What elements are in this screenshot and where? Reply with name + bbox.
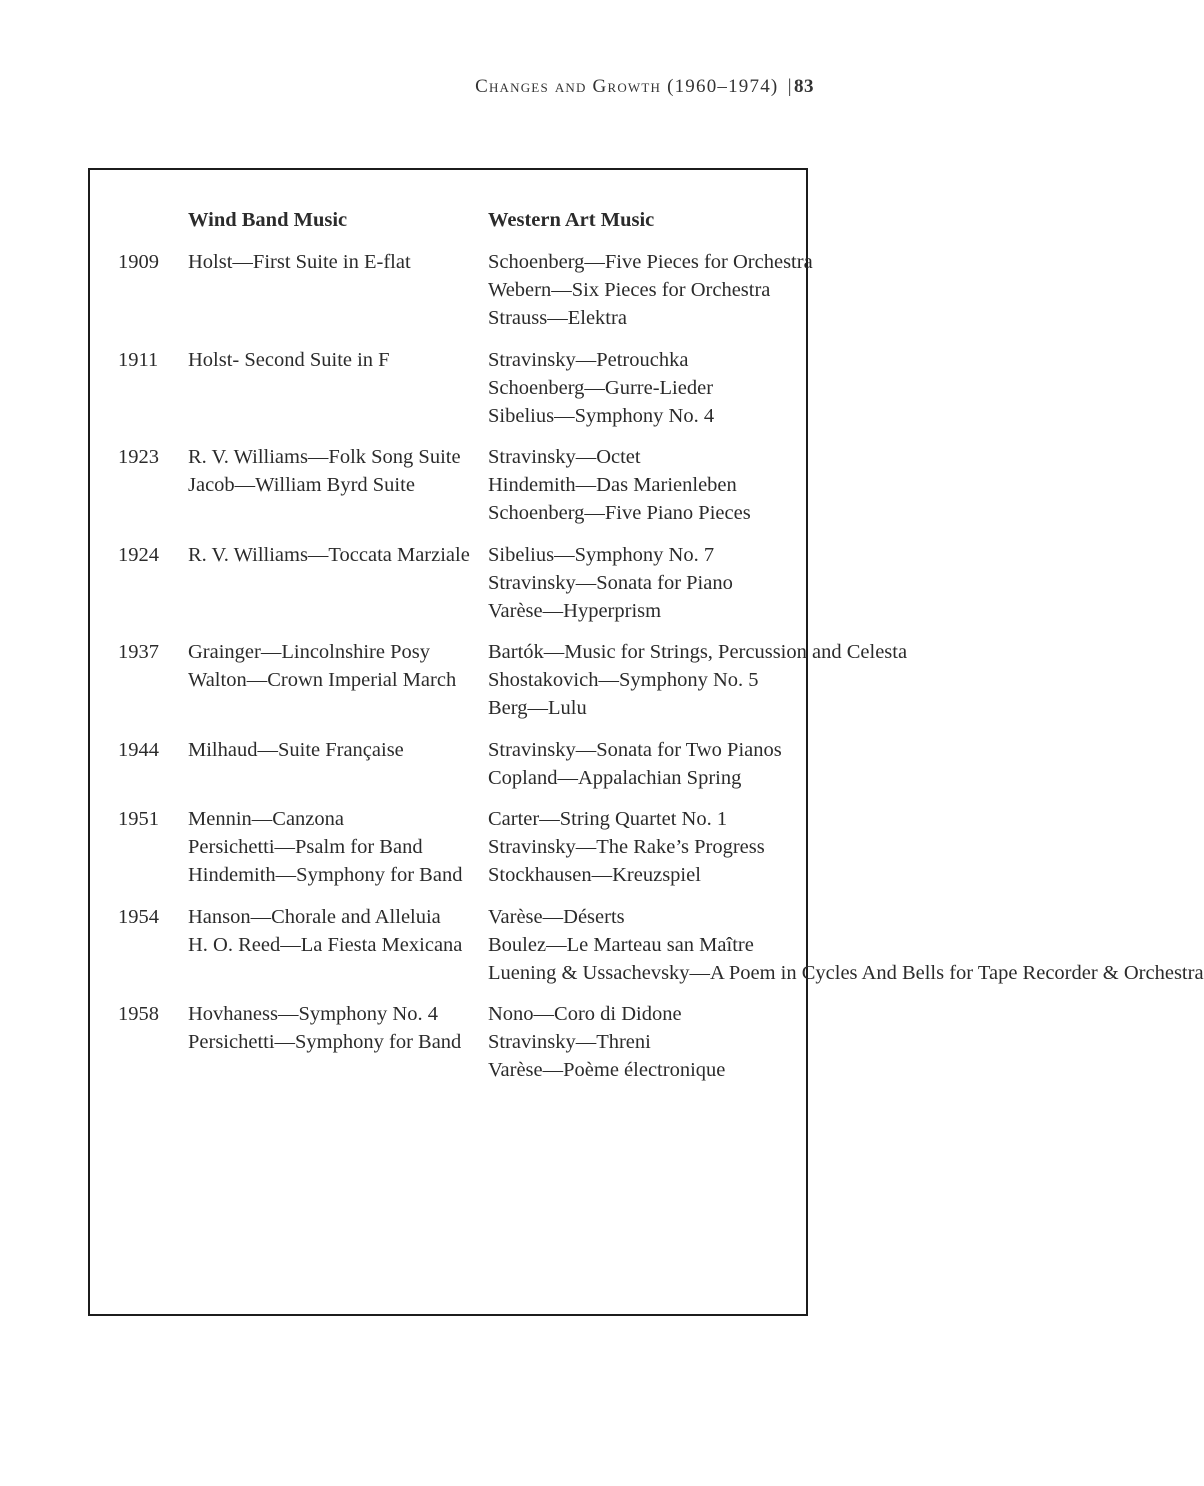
wind-band-work: Hindemith—Symphony for Band	[188, 864, 463, 886]
western-art-work: Nono—Coro di Didone	[488, 1003, 682, 1025]
western-art-cell	[488, 1000, 788, 1084]
wind-band-cell	[188, 248, 488, 332]
wind-band-cell	[188, 541, 488, 625]
western-art-work: Stravinsky—Threni	[488, 1031, 651, 1053]
table-row	[118, 805, 788, 889]
western-art-music-header: Western Art Music	[488, 209, 655, 231]
year-cell: 1911	[118, 348, 159, 371]
western-art-work: Strauss—Elektra	[488, 307, 627, 329]
chronology-table-frame	[88, 168, 1204, 1316]
year-cell: 1909	[118, 251, 159, 273]
running-head-title: Changes and Growth (1960–1974)	[475, 76, 779, 97]
western-art-work: Berg—Lulu	[488, 697, 587, 719]
western-art-work: Sibelius—Symphony No. 4	[488, 404, 715, 427]
wind-band-work: Holst—First Suite in E-flat	[188, 251, 411, 273]
western-art-work: Stravinsky—Octet	[488, 446, 641, 468]
wind-band-work: R. V. Williams—Folk Song Suite	[188, 446, 461, 468]
wind-band-cell	[188, 638, 488, 722]
table-row	[118, 443, 788, 527]
wind-band-cell	[188, 736, 488, 792]
western-art-cell	[488, 805, 788, 889]
western-art-work: Stravinsky—Petrouchka	[488, 348, 689, 371]
wind-band-work: Hanson—Chorale and Alleluia	[188, 905, 441, 928]
western-art-cell	[488, 541, 788, 625]
western-art-work: Hindemith—Das Marienleben	[488, 474, 737, 496]
western-art-work: Stravinsky—Sonata for Piano	[488, 571, 733, 594]
year-header-spacer	[118, 206, 188, 234]
wind-band-work: Persichetti—Symphony for Band	[188, 1031, 462, 1053]
wind-band-cell	[188, 346, 488, 430]
wind-band-cell	[188, 1000, 488, 1084]
western-art-work: Webern—Six Pieces for Orchestra	[488, 279, 771, 301]
western-art-cell	[488, 248, 813, 332]
wind-band-work: Jacob—William Byrd Suite	[188, 474, 415, 496]
wind-band-work: R. V. Williams—Toccata Marziale	[188, 543, 470, 566]
western-art-work: Schoenberg—Five Pieces for Orchestra	[488, 251, 813, 273]
wind-band-work: Hovhaness—Symphony No. 4	[188, 1003, 438, 1025]
wind-band-music-header: Wind Band Music	[188, 209, 348, 231]
western-art-work: Carter—String Quartet No. 1	[488, 808, 728, 830]
western-art-work: Boulez—Le Marteau san Maître	[488, 933, 754, 956]
western-art-work: Bartók—Music for Strings, Percussion and Celesta	[488, 641, 908, 663]
wind-band-work: H. O. Reed—La Fiesta Mexicana	[188, 933, 463, 956]
western-art-cell	[488, 736, 788, 792]
wind-band-cell	[188, 805, 488, 889]
table-row	[118, 638, 908, 722]
table-row	[118, 736, 788, 792]
year-cell: 1923	[118, 446, 159, 468]
western-art-work: Varèse—Déserts	[488, 905, 625, 928]
table-body	[118, 248, 1204, 1084]
table-row	[118, 248, 813, 332]
wind-band-work: Walton—Crown Imperial March	[188, 669, 457, 691]
running-head-separator: |	[787, 76, 792, 97]
wind-band-work: Milhaud—Suite Française	[188, 738, 404, 761]
table-row	[118, 903, 1204, 987]
western-art-work: Copland—Appalachian Spring	[488, 766, 742, 789]
western-art-work: Varèse—Hyperprism	[488, 599, 662, 622]
year-cell: 1944	[118, 738, 159, 761]
wind-band-work: Persichetti—Psalm for Band	[188, 836, 423, 858]
western-art-work: Stravinsky—The Rake’s Progress	[488, 836, 765, 858]
year-cell: 1954	[118, 905, 159, 928]
wind-band-cell	[188, 443, 488, 527]
chronology-table	[118, 206, 1204, 1098]
wind-band-work: Grainger—Lincolnshire Posy	[188, 641, 430, 663]
year-cell: 1958	[118, 1003, 159, 1025]
table-row	[118, 541, 788, 625]
western-art-work: Stravinsky—Sonata for Two Pianos	[488, 738, 782, 761]
western-art-cell	[488, 346, 788, 430]
year-cell: 1937	[118, 641, 159, 663]
table-row	[118, 346, 788, 430]
western-art-work: Stockhausen—Kreuzspiel	[488, 864, 701, 886]
western-art-work: Luening & Ussachevsky—A Poem in Cycles And Bells for Tape Recorder & Orchestra	[488, 961, 1204, 984]
wind-band-cell	[188, 903, 488, 987]
table-row	[118, 1000, 788, 1084]
western-art-work: Schoenberg—Five Piano Pieces	[488, 502, 751, 524]
western-art-work: Varèse—Poème électronique	[488, 1059, 726, 1081]
western-art-work: Shostakovich—Symphony No. 5	[488, 669, 759, 691]
wind-band-work: Holst- Second Suite in F	[188, 348, 390, 371]
year-cell: 1924	[118, 543, 159, 566]
western-art-cell	[488, 638, 907, 722]
western-art-cell	[488, 443, 788, 527]
western-art-work: Schoenberg—Gurre-Lieder	[488, 376, 714, 399]
page-number: 83	[794, 76, 814, 97]
wind-band-work: Mennin—Canzona	[188, 808, 344, 830]
running-head	[475, 76, 814, 98]
table-header-row	[118, 206, 788, 234]
year-cell: 1951	[118, 808, 159, 830]
western-art-cell	[488, 903, 1204, 987]
western-art-work: Sibelius—Symphony No. 7	[488, 543, 715, 566]
